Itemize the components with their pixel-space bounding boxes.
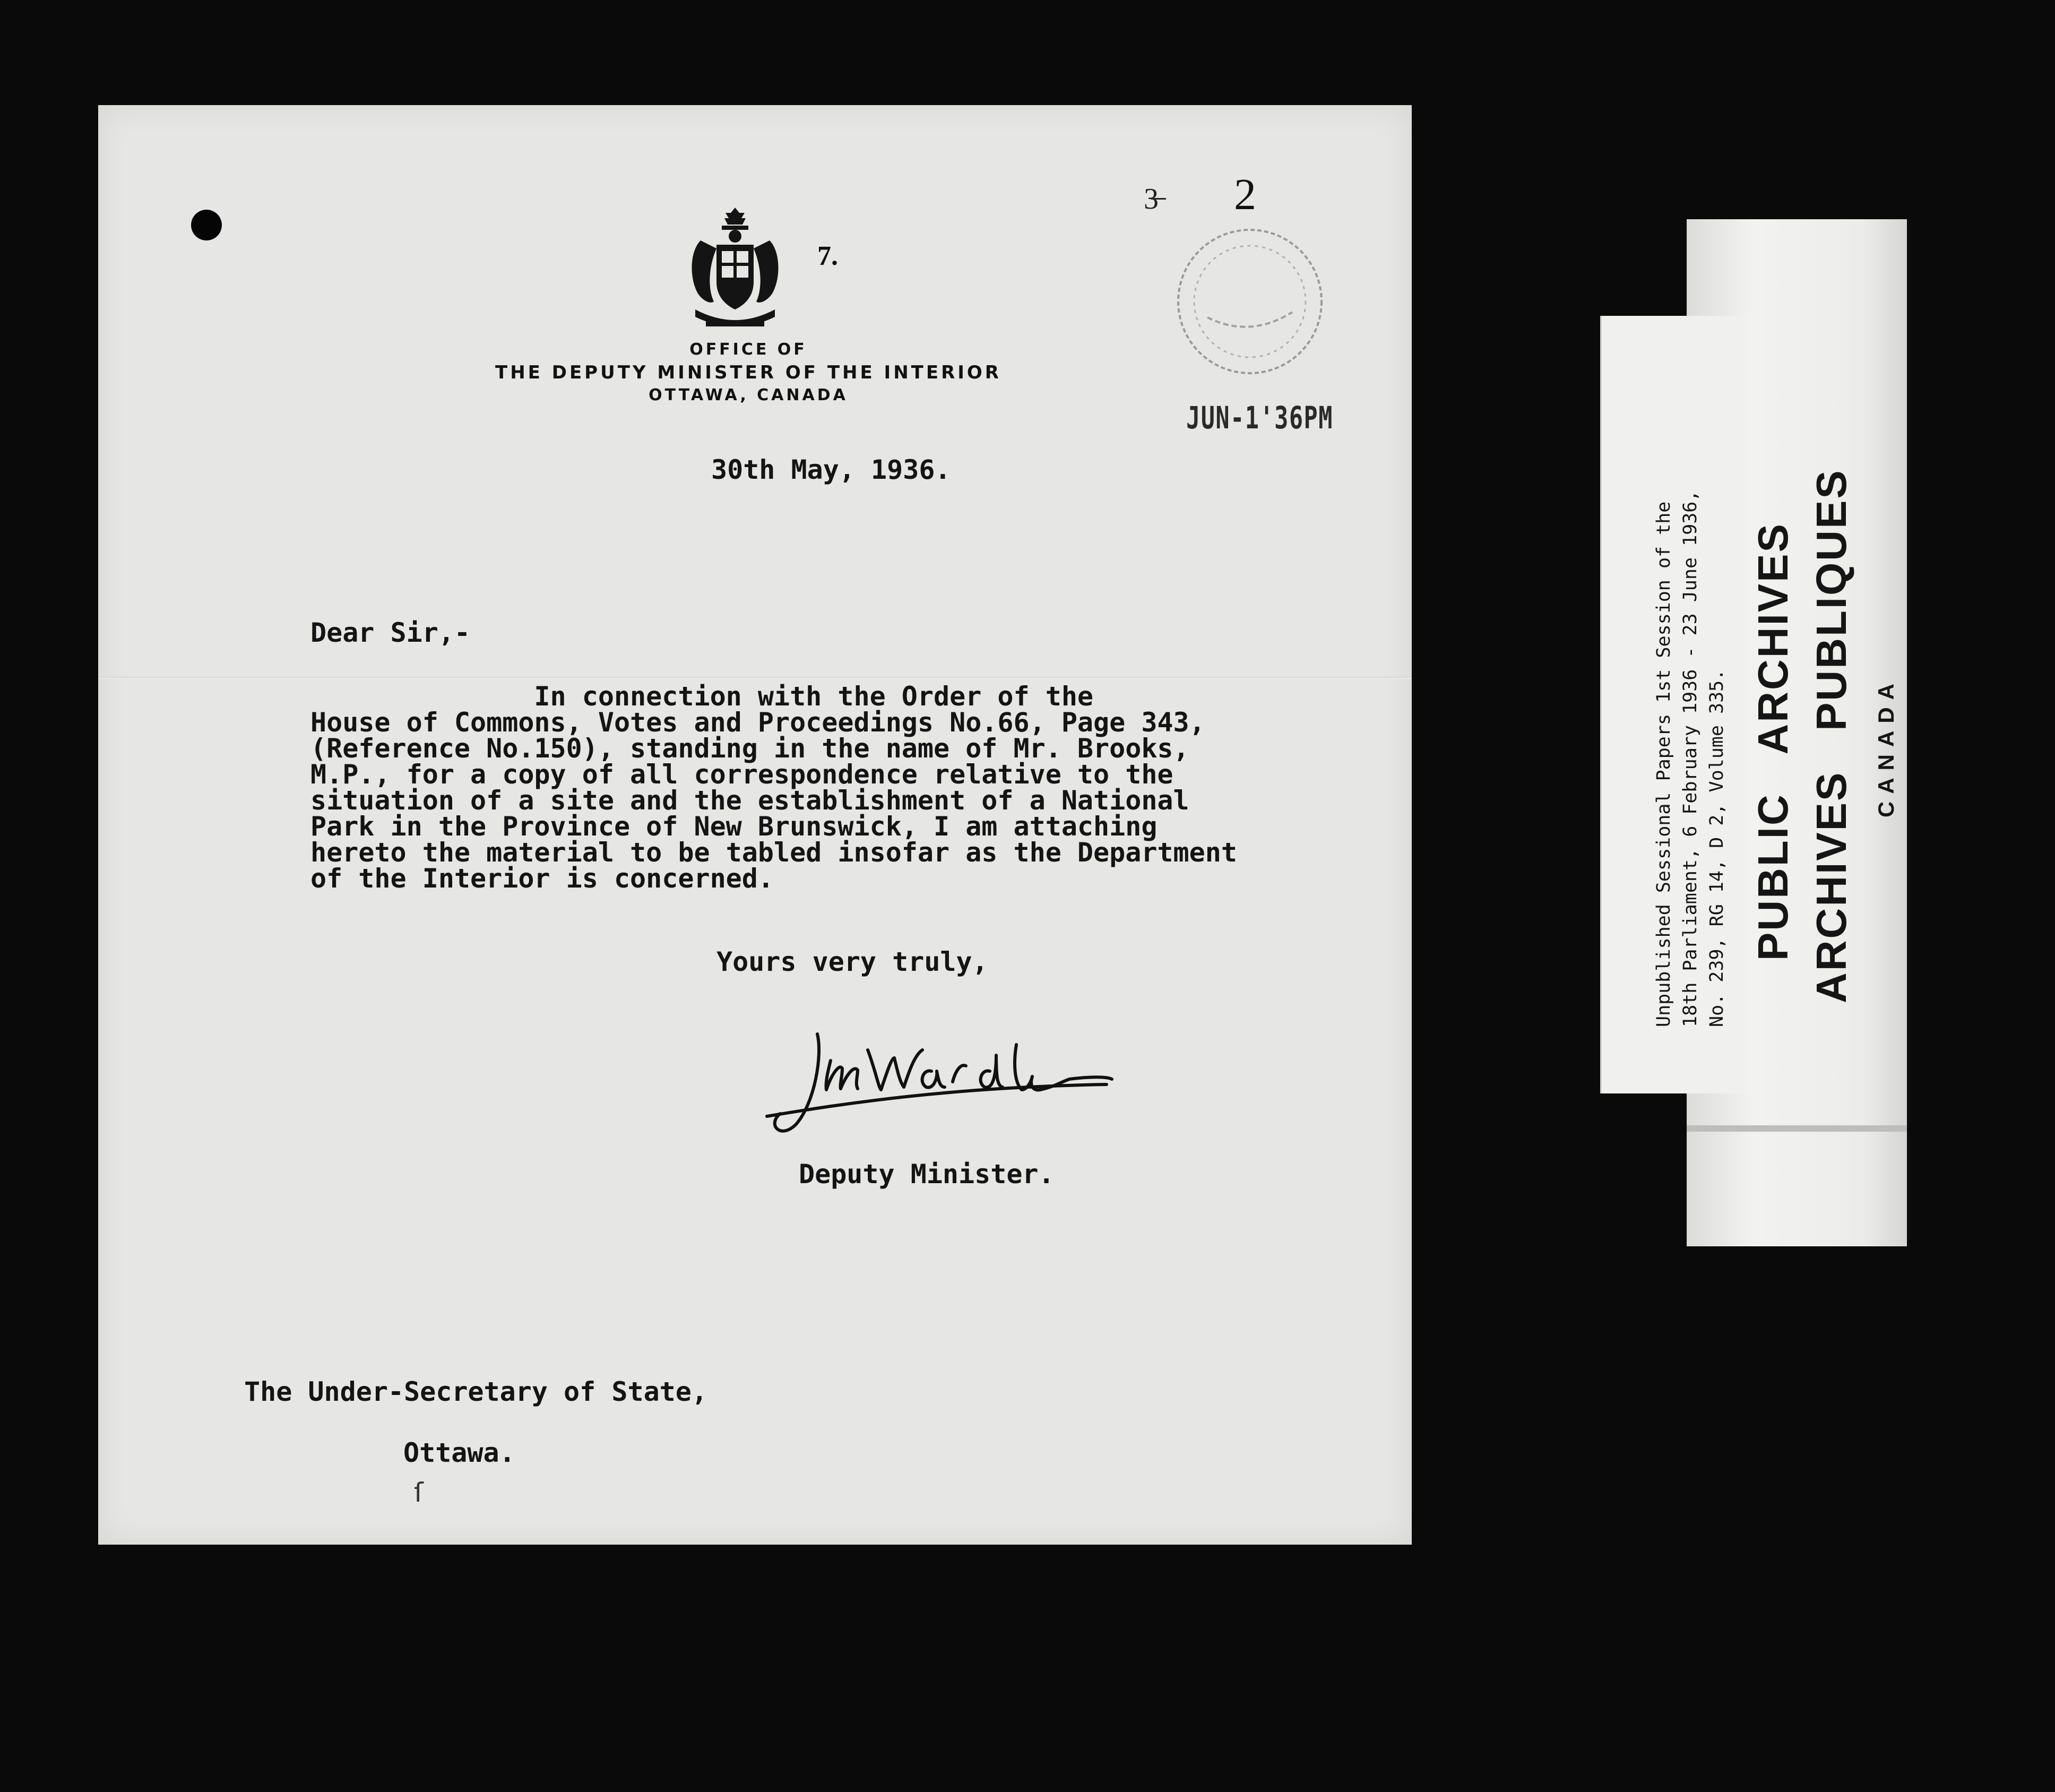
addressee-city: Ottawa.: [403, 1437, 515, 1468]
archive-strip-tear: [1687, 1125, 1907, 1132]
salutation: Dear Sir,-: [310, 617, 471, 648]
archive-caption: Unpublished Sessional Papers 1st Session of the 18th Parliament, 6 February 1936 - 23 June 1936, No. 239, RG 14, D 2, Volume 335.: [1653, 490, 1728, 1027]
fold-crease: [98, 677, 1412, 679]
handwritten-signature: [756, 1023, 1128, 1145]
date-received-stamp: JUN-1'36PM: [1186, 400, 1333, 436]
letterhead: [417, 339, 1080, 407]
pencil-tick-mark: ſ: [414, 1477, 424, 1508]
archive-country: CANADA: [1873, 676, 1898, 817]
letter-page: [98, 105, 1412, 1545]
pencil-mark: 3̶: [1144, 183, 1159, 216]
addressee: The Under-Secretary of State,: [244, 1376, 707, 1407]
punch-hole: [191, 210, 222, 240]
received-stamp-seal: [1149, 227, 1340, 386]
folio-number: 7.: [817, 241, 838, 271]
archive-name-english: PUBLIC ARCHIVES: [1749, 522, 1797, 961]
closing: Yours very truly,: [716, 946, 988, 977]
letterhead-title: THE DEPUTY MINISTER OF THE INTERIOR: [495, 362, 1001, 383]
letterhead-office: OFFICE OF: [689, 340, 807, 359]
letterhead-location: OTTAWA, CANADA: [649, 386, 848, 404]
signature-title: Deputy Minister.: [799, 1159, 1055, 1190]
letter-body: In connection with the Order of the House of Commons, Votes and Proceedings No.66, Page 343, (Reference No.150), standing in the name of Mr. Brooks, M.P., for a copy of all correspondence relative to the situation of a site and the establishment of a National Park in the Province of New Brunswick, I am attaching hereto the material to be tabled insofar as the Department of the Interior is concerned.: [310, 681, 1237, 894]
page-number: 2: [1234, 170, 1256, 219]
coat-of-arms-icon: [685, 203, 785, 331]
letter-date: 30th May, 1936.: [711, 454, 951, 485]
archive-name-french: ARCHIVES PUBLIQUES: [1808, 469, 1855, 1003]
